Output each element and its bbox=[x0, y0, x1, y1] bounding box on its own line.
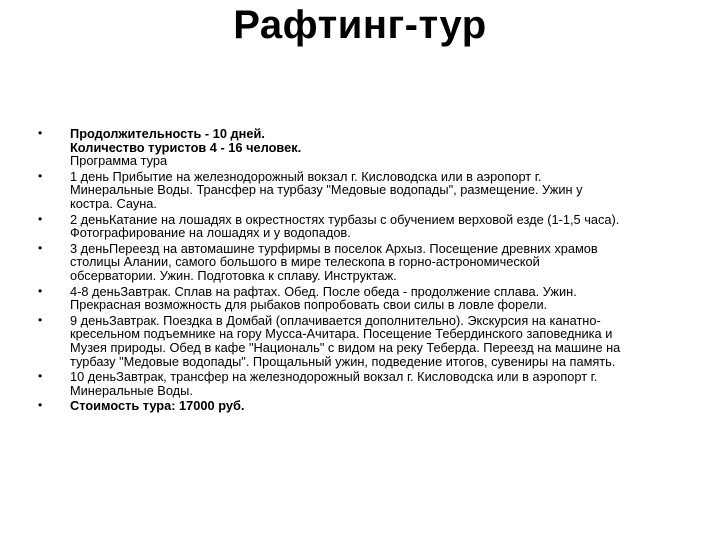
bullet-list bbox=[38, 127, 688, 415]
text-line: 4-8 деньЗавтрак. Сплав на рафтах. Обед. После обеда - продолжение сплава. Ужин. bbox=[70, 283, 577, 299]
bullet-text bbox=[70, 285, 688, 312]
bullet-icon: • bbox=[38, 168, 43, 183]
duration-text: Продолжительность - 10 дней. bbox=[70, 126, 265, 141]
bullet-item-day-9 bbox=[38, 314, 688, 368]
text-line: Музея природы. Обед в кафе "Националь" с видом на реку Теберда. Переезд на машине на bbox=[70, 339, 621, 355]
bullet-icon: • bbox=[38, 312, 43, 327]
text-line: обсерватории. Ужин. Подготовка к сплаву. Инструктаж. bbox=[70, 267, 397, 283]
text-line: Минеральные Воды. Трансфер на турбазу "Медовые водопады", размещение. Ужин у bbox=[70, 182, 583, 198]
text-line: столицы Алании, самого большого в мире телескопа в горно-астрономической bbox=[70, 254, 540, 270]
bullet-icon: • bbox=[38, 283, 43, 298]
text-line: кресельном подъемнике на гору Мусса-Ачитара. Посещение Тебердинского заповедника и bbox=[70, 326, 613, 342]
price-text: Стоимость тура: 17000 руб. bbox=[70, 398, 245, 414]
text-line: 10 деньЗавтрак, трансфер на железнодорожный вокзал г. Кисловодска или в аэропорт г. bbox=[70, 369, 598, 385]
bullet-text bbox=[70, 213, 688, 240]
text-line: 1 день Прибытие на железнодорожный вокзал г. Кисловодска или в аэропорт г. bbox=[70, 168, 542, 184]
text-line: Минеральные Воды. bbox=[70, 382, 193, 398]
bullet-item-day-10 bbox=[38, 370, 688, 397]
bullet-text bbox=[70, 399, 688, 413]
bullet-icon: • bbox=[38, 211, 43, 226]
text-line: турбазу "Медовые водопады". Прощальный ужин, подведение итогов, сувениры на память. bbox=[70, 353, 616, 369]
bullet-item-price bbox=[38, 399, 688, 413]
bullet-icon: • bbox=[38, 240, 43, 255]
text-line: 2 деньКатание на лошадях в окрестностях турбазы с обучением верховой езде (1-1,5 часа). bbox=[70, 211, 620, 227]
bullet-item-day-3 bbox=[38, 242, 688, 283]
text-line: Прекрасная возможность для рыбаков попробовать свои силы в ловле форели. bbox=[70, 297, 548, 313]
bullet-icon: • bbox=[38, 369, 43, 384]
bullet-text bbox=[70, 170, 688, 211]
bullet-item-day-1 bbox=[38, 170, 688, 211]
text-line: 9 деньЗавтрак. Поездка в Домбай (оплачивается дополнительно). Экскурсия на канатно- bbox=[70, 312, 601, 328]
program-heading: Программа тура bbox=[70, 153, 168, 169]
bullet-text bbox=[70, 314, 688, 368]
group-size-text: Количество туристов 4 - 16 человек. bbox=[70, 139, 302, 155]
bullet-item-duration bbox=[38, 127, 688, 168]
bullet-icon: • bbox=[38, 126, 43, 140]
text-line: Фотографирование на лошадях и у водопадов. bbox=[70, 225, 351, 241]
bullet-item-days-4-8 bbox=[38, 285, 688, 312]
bullet-text bbox=[70, 242, 688, 283]
text-line: костра. Сауна. bbox=[70, 195, 157, 211]
slide-title: Рафтинг-тур bbox=[233, 3, 487, 47]
bullet-item-day-2 bbox=[38, 213, 688, 240]
bullet-text bbox=[70, 127, 688, 168]
bullet-text bbox=[70, 370, 688, 397]
bullet-icon: • bbox=[38, 398, 43, 413]
text-line: 3 деньПереезд на автомашине турфирмы в поселок Архыз. Посещение древних храмов bbox=[70, 240, 598, 256]
